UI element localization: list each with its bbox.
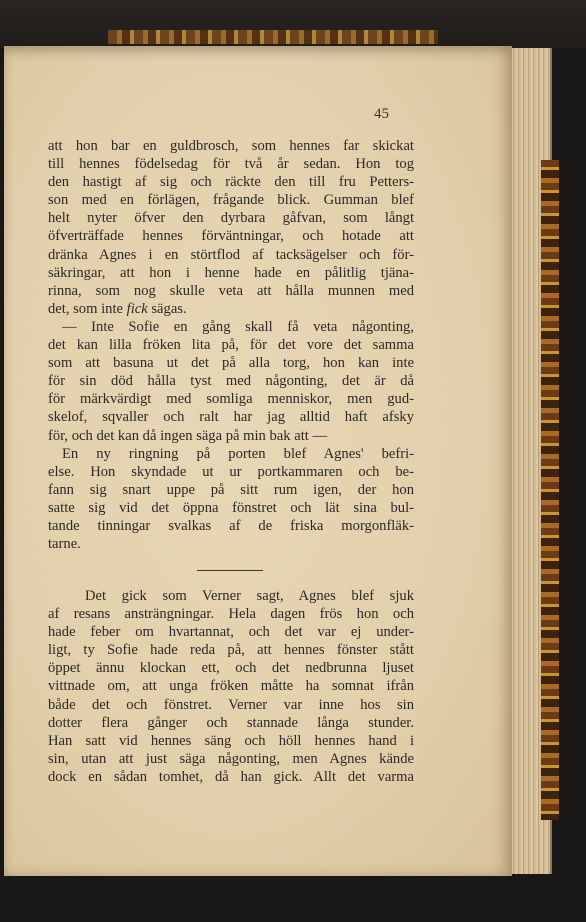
text-line — [48, 300, 414, 318]
text-line: hade feber om hvartannat, och det var ej under- — [48, 624, 414, 641]
text-fragment: sägas. — [147, 300, 187, 317]
text-line: En ny ringning på porten blef Agnes' befri- — [62, 445, 414, 462]
text-line: dotter flera gånger och stannade långa stunder. — [48, 714, 414, 731]
text-line: — Inte Sofie en gång skall få veta någonting, — [62, 318, 414, 335]
text-line: tande tinningar svalkas af de friska morgonfläk- — [48, 517, 414, 534]
text-column-lower — [48, 587, 414, 786]
text-line: vittnade om, att unga fröken måtte ha somnat ifrån — [48, 678, 414, 695]
text-line: som att basuna ut det på alla torg, hon kan inte — [48, 355, 414, 372]
text-line: till hennes födelsedag för två år sedan. Hon tog — [48, 156, 414, 173]
text-line: helt nyter öfver den dyrbara gåfvan, som långt — [48, 210, 414, 227]
text-line: son med en förlägen, frågande blick. Gumman blef — [48, 192, 414, 209]
text-line: dränka Agnes i en störtflod af tacksägelser och för- — [48, 246, 414, 263]
section-divider — [197, 570, 263, 571]
text-line: för märkvärdigt med somliga menniskor, men gud- — [48, 391, 414, 408]
page-number: 45 — [374, 106, 389, 122]
text-line: det kan lilla fröken lita på, för det vore det samma — [48, 337, 414, 354]
text-line: dock en sådan tomhet, då han gick. Allt det varma — [48, 768, 414, 785]
text-line: fann sig snart uppe på sitt rum igen, der hon — [48, 481, 414, 498]
text-line: att hon bar en guldbrosch, som hennes far skickat — [48, 138, 414, 154]
text-line: för sin död hålla tyst med någonting, det är då — [48, 373, 414, 390]
text-line: både det och fönstret. Verner var inne hos sin — [48, 696, 414, 713]
text-line: sin, utan att just säga någonting, men Agnes kände — [48, 750, 414, 767]
marbled-binding-strip — [108, 30, 438, 44]
text-line: Det gick som Verner sagt, Agnes blef sjuk — [85, 588, 414, 604]
text-line: else. Hon skyndade ut ur portkammaren och be- — [48, 463, 414, 480]
text-line: öppet ännu klockan ett, och det nedbrunna ljuset — [48, 660, 414, 677]
text-line: ligt, ty Sofie hade reda på, att hennes fönster stått — [48, 642, 414, 659]
italic-word: fick — [126, 300, 148, 317]
text-line: tarne. — [48, 536, 81, 553]
text-line: rinna, som nog skulle veta att hålla munnen med — [48, 282, 414, 299]
text-line: Han satt vid hennes säng och höll hennes hand i — [48, 732, 414, 749]
text-line: af resans ansträngningar. Hela dagen frös hon och — [48, 606, 414, 623]
text-line: öfverträffade hennes förväntningar, och hotade att — [48, 228, 414, 245]
text-fragment: det, som inte — [48, 300, 127, 317]
text-line: den hastigt af sig och räckte den till fru Petters- — [48, 174, 414, 191]
marbled-cover-edge — [541, 160, 559, 820]
text-column-upper — [48, 137, 414, 553]
text-line: satte sig vid det öppna fönstret och lät sina bul- — [48, 499, 414, 516]
text-line: skelof, sqvaller och ralt har jag alltid haft afsky — [48, 409, 414, 426]
text-line: för, och det kan då ingen säga på min bak att — — [48, 427, 328, 444]
text-line: säkringar, att hon i henne hade en pålitlig tjäna- — [48, 264, 414, 281]
